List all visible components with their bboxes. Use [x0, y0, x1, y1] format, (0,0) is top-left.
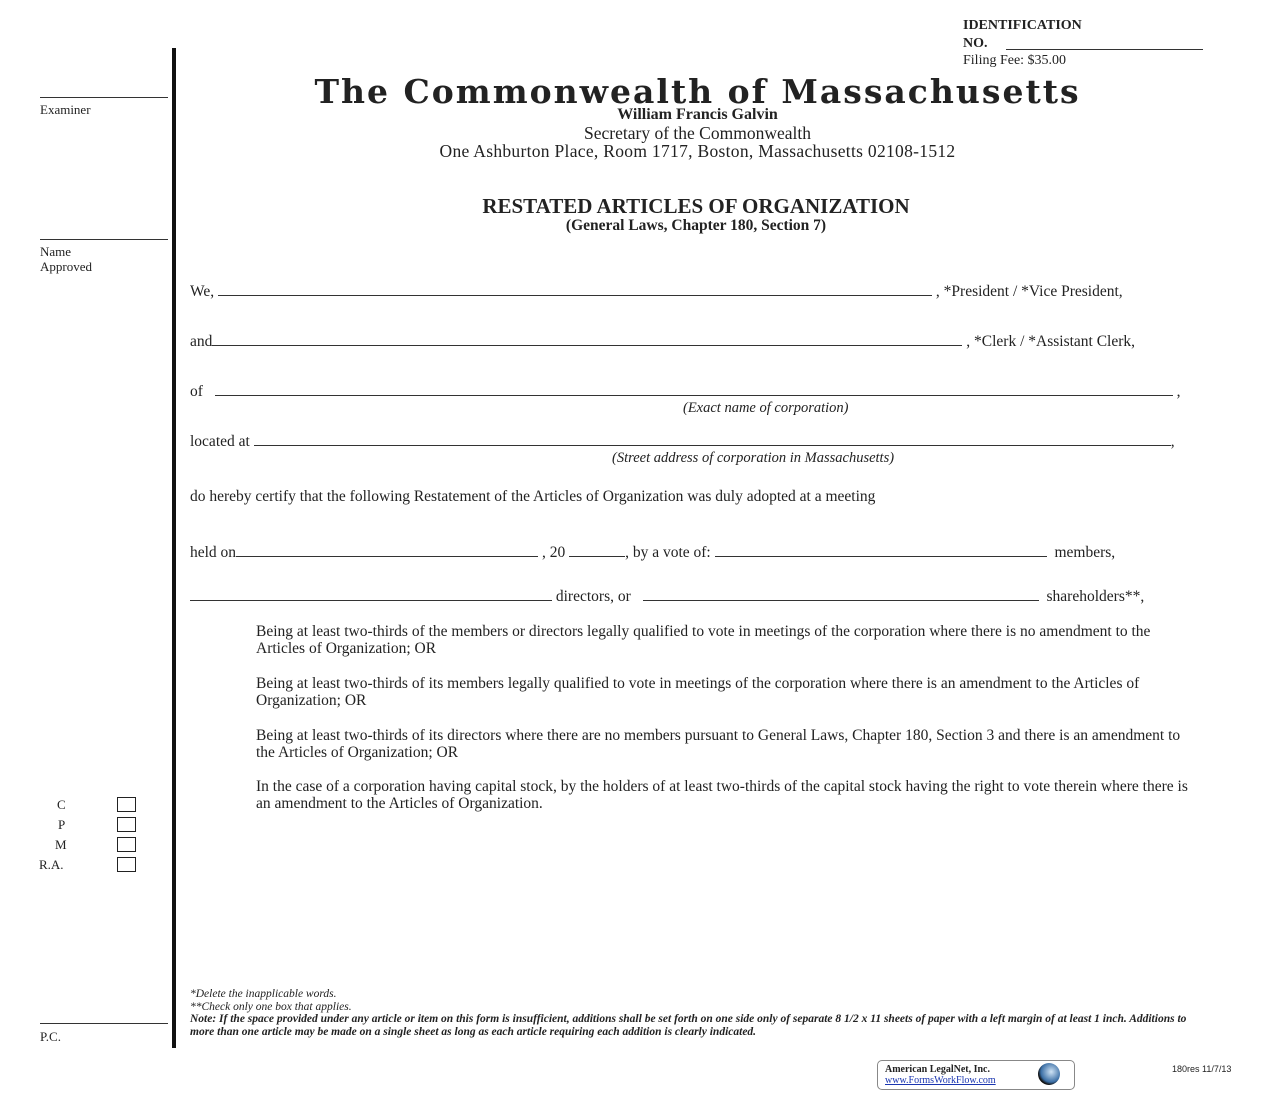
- secretary-name: William Francis Galvin: [617, 106, 778, 123]
- members-vote-field[interactable]: [715, 544, 1047, 557]
- commonwealth-title: The Commonwealth of Massachusetts: [314, 72, 1081, 111]
- option-paragraph-3: Being at least two-thirds of its directors where there are no members pursuant to General Laws, Chapter 180, Section 3 and there is an amendment to the Articles of Organization; OR: [256, 727, 1181, 761]
- globe-icon: [1038, 1063, 1060, 1085]
- identification-no-label: NO.: [963, 36, 988, 51]
- name-approved-line[interactable]: [40, 239, 168, 240]
- street-address-field[interactable]: [254, 433, 1171, 446]
- of-label: of: [190, 383, 203, 400]
- held-on-label: held on: [190, 544, 237, 561]
- meeting-year-field[interactable]: [569, 544, 625, 557]
- corporation-name-field[interactable]: [215, 383, 1173, 396]
- street-address-caption: (Street address of corporation in Massachusetts): [612, 450, 895, 466]
- of-suffix: ,: [1176, 383, 1181, 400]
- pc-label: P.C.: [40, 1029, 61, 1044]
- checkbox-p[interactable]: [117, 817, 136, 832]
- president-name-field[interactable]: [218, 283, 932, 296]
- and-suffix: , *Clerk / *Assistant Clerk,: [966, 333, 1136, 350]
- directors-row: [190, 588, 1144, 606]
- meeting-date-field[interactable]: [236, 544, 538, 557]
- checkbox-label-c: C: [57, 797, 66, 812]
- office-address: One Ashburton Place, Room 1717, Boston, Massachusetts 02108-1512: [439, 141, 956, 161]
- checkbox-m[interactable]: [117, 837, 136, 852]
- members-label: members,: [1054, 544, 1116, 561]
- shareholders-label: shareholders**,: [1046, 588, 1145, 605]
- directors-vote-field[interactable]: [190, 588, 552, 601]
- examiner-label: Examiner: [40, 102, 91, 117]
- filing-fee: Filing Fee: $35.00: [963, 53, 1067, 68]
- vote-of-label: , by a vote of:: [625, 544, 711, 561]
- footnote-delete: *Delete the inapplicable words.: [190, 988, 337, 1000]
- checkbox-c[interactable]: [117, 797, 136, 812]
- form-title: RESTATED ARTICLES OF ORGANIZATION: [482, 194, 910, 218]
- we-row: [190, 283, 1123, 301]
- directors-label: directors, or: [555, 588, 631, 605]
- held-on-row: [190, 544, 1115, 562]
- company-name: American LegalNet, Inc.: [885, 1064, 990, 1075]
- of-row: [190, 383, 1181, 401]
- footnote-note: Note: If the space provided under any article or item on this form is insufficient, additions shall be set forth on one side only of separate 8 1/2 x 11 sheets of paper with a left margin of at least 1 inch. Additions to more than one article may be made on a single sheet as long as each article requiring each addition is clearly indicated.: [190, 1013, 1187, 1038]
- footnote-check: **Check only one box that applies.: [190, 1001, 352, 1013]
- checkbox-ra[interactable]: [117, 857, 136, 872]
- and-row: [190, 333, 1135, 351]
- checkbox-label-m: M: [55, 837, 67, 852]
- we-suffix: , *President / *Vice President,: [935, 283, 1123, 300]
- identification-no-field[interactable]: [1006, 49, 1203, 50]
- and-label: and: [190, 333, 213, 350]
- year-prefix: , 20: [541, 544, 566, 561]
- clerk-name-field[interactable]: [212, 333, 962, 346]
- option-paragraph-1: Being at least two-thirds of the members or directors legally qualified to vote in meetings of the corporation where there is no amendment to the Articles of Organization; OR: [256, 623, 1151, 657]
- approved-label: Approved: [40, 259, 92, 274]
- certify-text: do hereby certify that the following Restatement of the Articles of Organization was duly adopted at a meeting: [190, 488, 876, 505]
- secretary-title: Secretary of the Commonwealth: [584, 123, 811, 143]
- examiner-line[interactable]: [40, 97, 168, 98]
- identification-label: IDENTIFICATION: [963, 18, 1082, 33]
- option-paragraph-4: In the case of a corporation having capital stock, by the holders of at least two-thirds of the capital stock having the right to vote therein where there is an amendment to the Articles of Organization.: [256, 778, 1188, 812]
- located-row: [190, 433, 1175, 451]
- located-label: located at: [190, 433, 250, 450]
- checkbox-label-ra: R.A.: [39, 857, 64, 872]
- checkbox-label-p: P: [58, 817, 66, 832]
- option-paragraph-2: Being at least two-thirds of its members legally qualified to vote in meetings of the corporation where there is an amendment to the Articles of Organization; OR: [256, 675, 1140, 709]
- corporation-name-caption: (Exact name of corporation): [683, 400, 849, 416]
- shareholders-vote-field[interactable]: [643, 588, 1039, 601]
- american-legalnet-logo[interactable]: [877, 1060, 1075, 1090]
- form-subtitle: (General Laws, Chapter 180, Section 7): [565, 217, 827, 234]
- pc-line[interactable]: [40, 1023, 168, 1024]
- company-url[interactable]: www.FormsWorkFlow.com: [885, 1075, 996, 1086]
- name-label: Name: [40, 244, 72, 259]
- located-suffix: ,: [1170, 433, 1175, 450]
- form-code: 180res 11/7/13: [1172, 1064, 1232, 1074]
- we-label: We,: [190, 283, 215, 300]
